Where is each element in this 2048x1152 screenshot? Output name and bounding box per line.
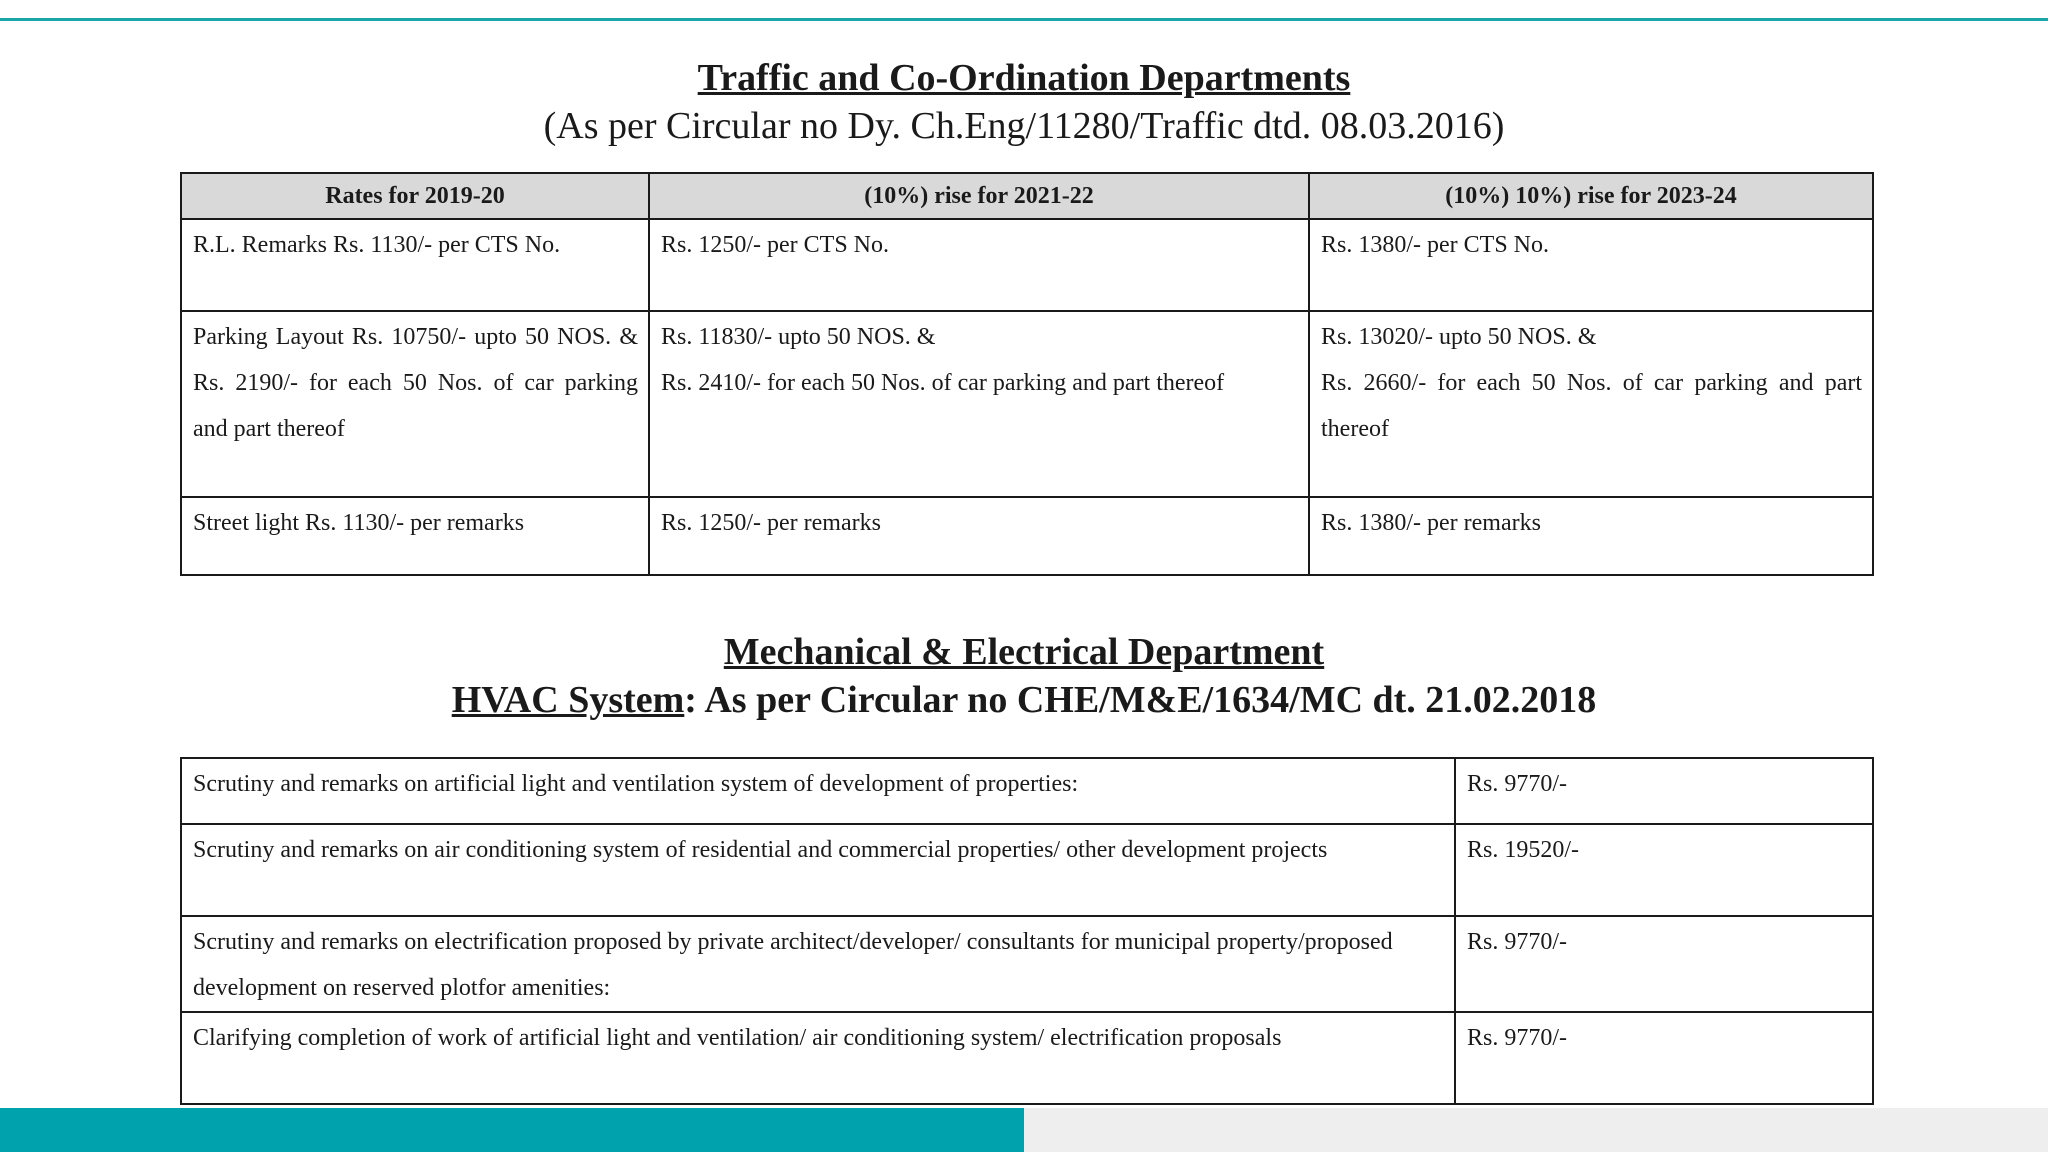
top-accent-rule <box>0 18 2048 21</box>
cell-text: Rs. 1250/- per remarks <box>661 510 881 536</box>
cell-text: Street light Rs. 1130/- per remarks <box>193 510 525 536</box>
table-cell <box>1309 497 1873 575</box>
cell-text: Rs. 11830/- upto 50 NOS. & <box>661 324 936 350</box>
cell-text: Rs. 13020/- upto 50 NOS. & <box>1321 324 1597 350</box>
table-cell <box>649 311 1309 497</box>
table-cell-rate: Rs. 9770/- <box>1455 758 1873 824</box>
traffic-rates-table <box>180 172 1874 576</box>
table-cell-description: Clarifying completion of work of artificial light and ventilation/ air conditioning system/ electrification proposals <box>181 1012 1455 1104</box>
table-row <box>181 758 1873 824</box>
traffic-section-title: Traffic and Co-Ordination Departments <box>697 57 1351 99</box>
cell-text: Rs. 1380/- per CTS No. <box>1321 232 1549 258</box>
table-cell <box>1309 219 1873 311</box>
mech-elec-section-title: Mechanical & Electrical Department <box>723 631 1325 673</box>
footer-gray-bar <box>1024 1108 2048 1152</box>
mech-elec-section-heading <box>0 628 2048 724</box>
table-row <box>181 824 1873 916</box>
table-cell <box>181 497 649 575</box>
table-cell <box>1309 311 1873 497</box>
table-cell-description: Scrutiny and remarks on air conditioning system of residential and commercial properties/ other development projects <box>181 824 1455 916</box>
footer-accent-bar <box>0 1108 1024 1152</box>
table-cell <box>649 497 1309 575</box>
table-cell-description: Scrutiny and remarks on artificial light and ventilation system of development of properties: <box>181 758 1455 824</box>
table-row <box>181 497 1873 575</box>
traffic-section-heading <box>0 54 2048 150</box>
table-cell <box>181 311 649 497</box>
header-rise-2021-22: (10%) rise for 2021-22 <box>649 173 1309 219</box>
table-cell <box>649 219 1309 311</box>
table-cell-rate: Rs. 9770/- <box>1455 1012 1873 1104</box>
cell-text: Rs. 1380/- per remarks <box>1321 510 1541 536</box>
table-cell-rate: Rs. 9770/- <box>1455 916 1873 1012</box>
table-row <box>181 916 1873 1012</box>
cell-text: R.L. Remarks Rs. 1130/- per CTS No. <box>193 232 561 258</box>
table-cell-description: Scrutiny and remarks on electrification proposed by private architect/developer/ consultants for municipal property/proposed development on reserved plotfor amenities: <box>181 916 1455 1012</box>
table-cell <box>181 219 649 311</box>
table-cell-rate: Rs. 19520/- <box>1455 824 1873 916</box>
traffic-section-subtitle: (As per Circular no Dy. Ch.Eng/11280/Traffic dtd. 08.03.2016) <box>543 105 1505 147</box>
header-rise-2023-24: (10%) 10%) rise for 2023-24 <box>1309 173 1873 219</box>
table-row <box>181 311 1873 497</box>
cell-text: Rs. 2660/- for each 50 Nos. of car parking and part thereof <box>1321 370 1862 442</box>
cell-text: Rs. 2410/- for each 50 Nos. of car parking and part thereof <box>661 370 1225 396</box>
table-header-row <box>181 173 1873 219</box>
table-row <box>181 1012 1873 1104</box>
hvac-subtitle-prefix: HVAC System <box>451 679 685 721</box>
table-row <box>181 219 1873 311</box>
cell-text: Parking Layout Rs. 10750/- upto 50 NOS. & Rs. 2190/- for each 50 Nos. of car parking and part thereof <box>193 324 638 442</box>
hvac-rates-table <box>180 757 1874 1105</box>
hvac-subtitle <box>0 676 2048 724</box>
header-rates-2019-20: Rates for 2019-20 <box>181 173 649 219</box>
hvac-subtitle-rest: : As per Circular no CHE/M&E/1634/MC dt. 21.02.2018 <box>684 679 1597 721</box>
cell-text: Rs. 1250/- per CTS No. <box>661 232 889 258</box>
